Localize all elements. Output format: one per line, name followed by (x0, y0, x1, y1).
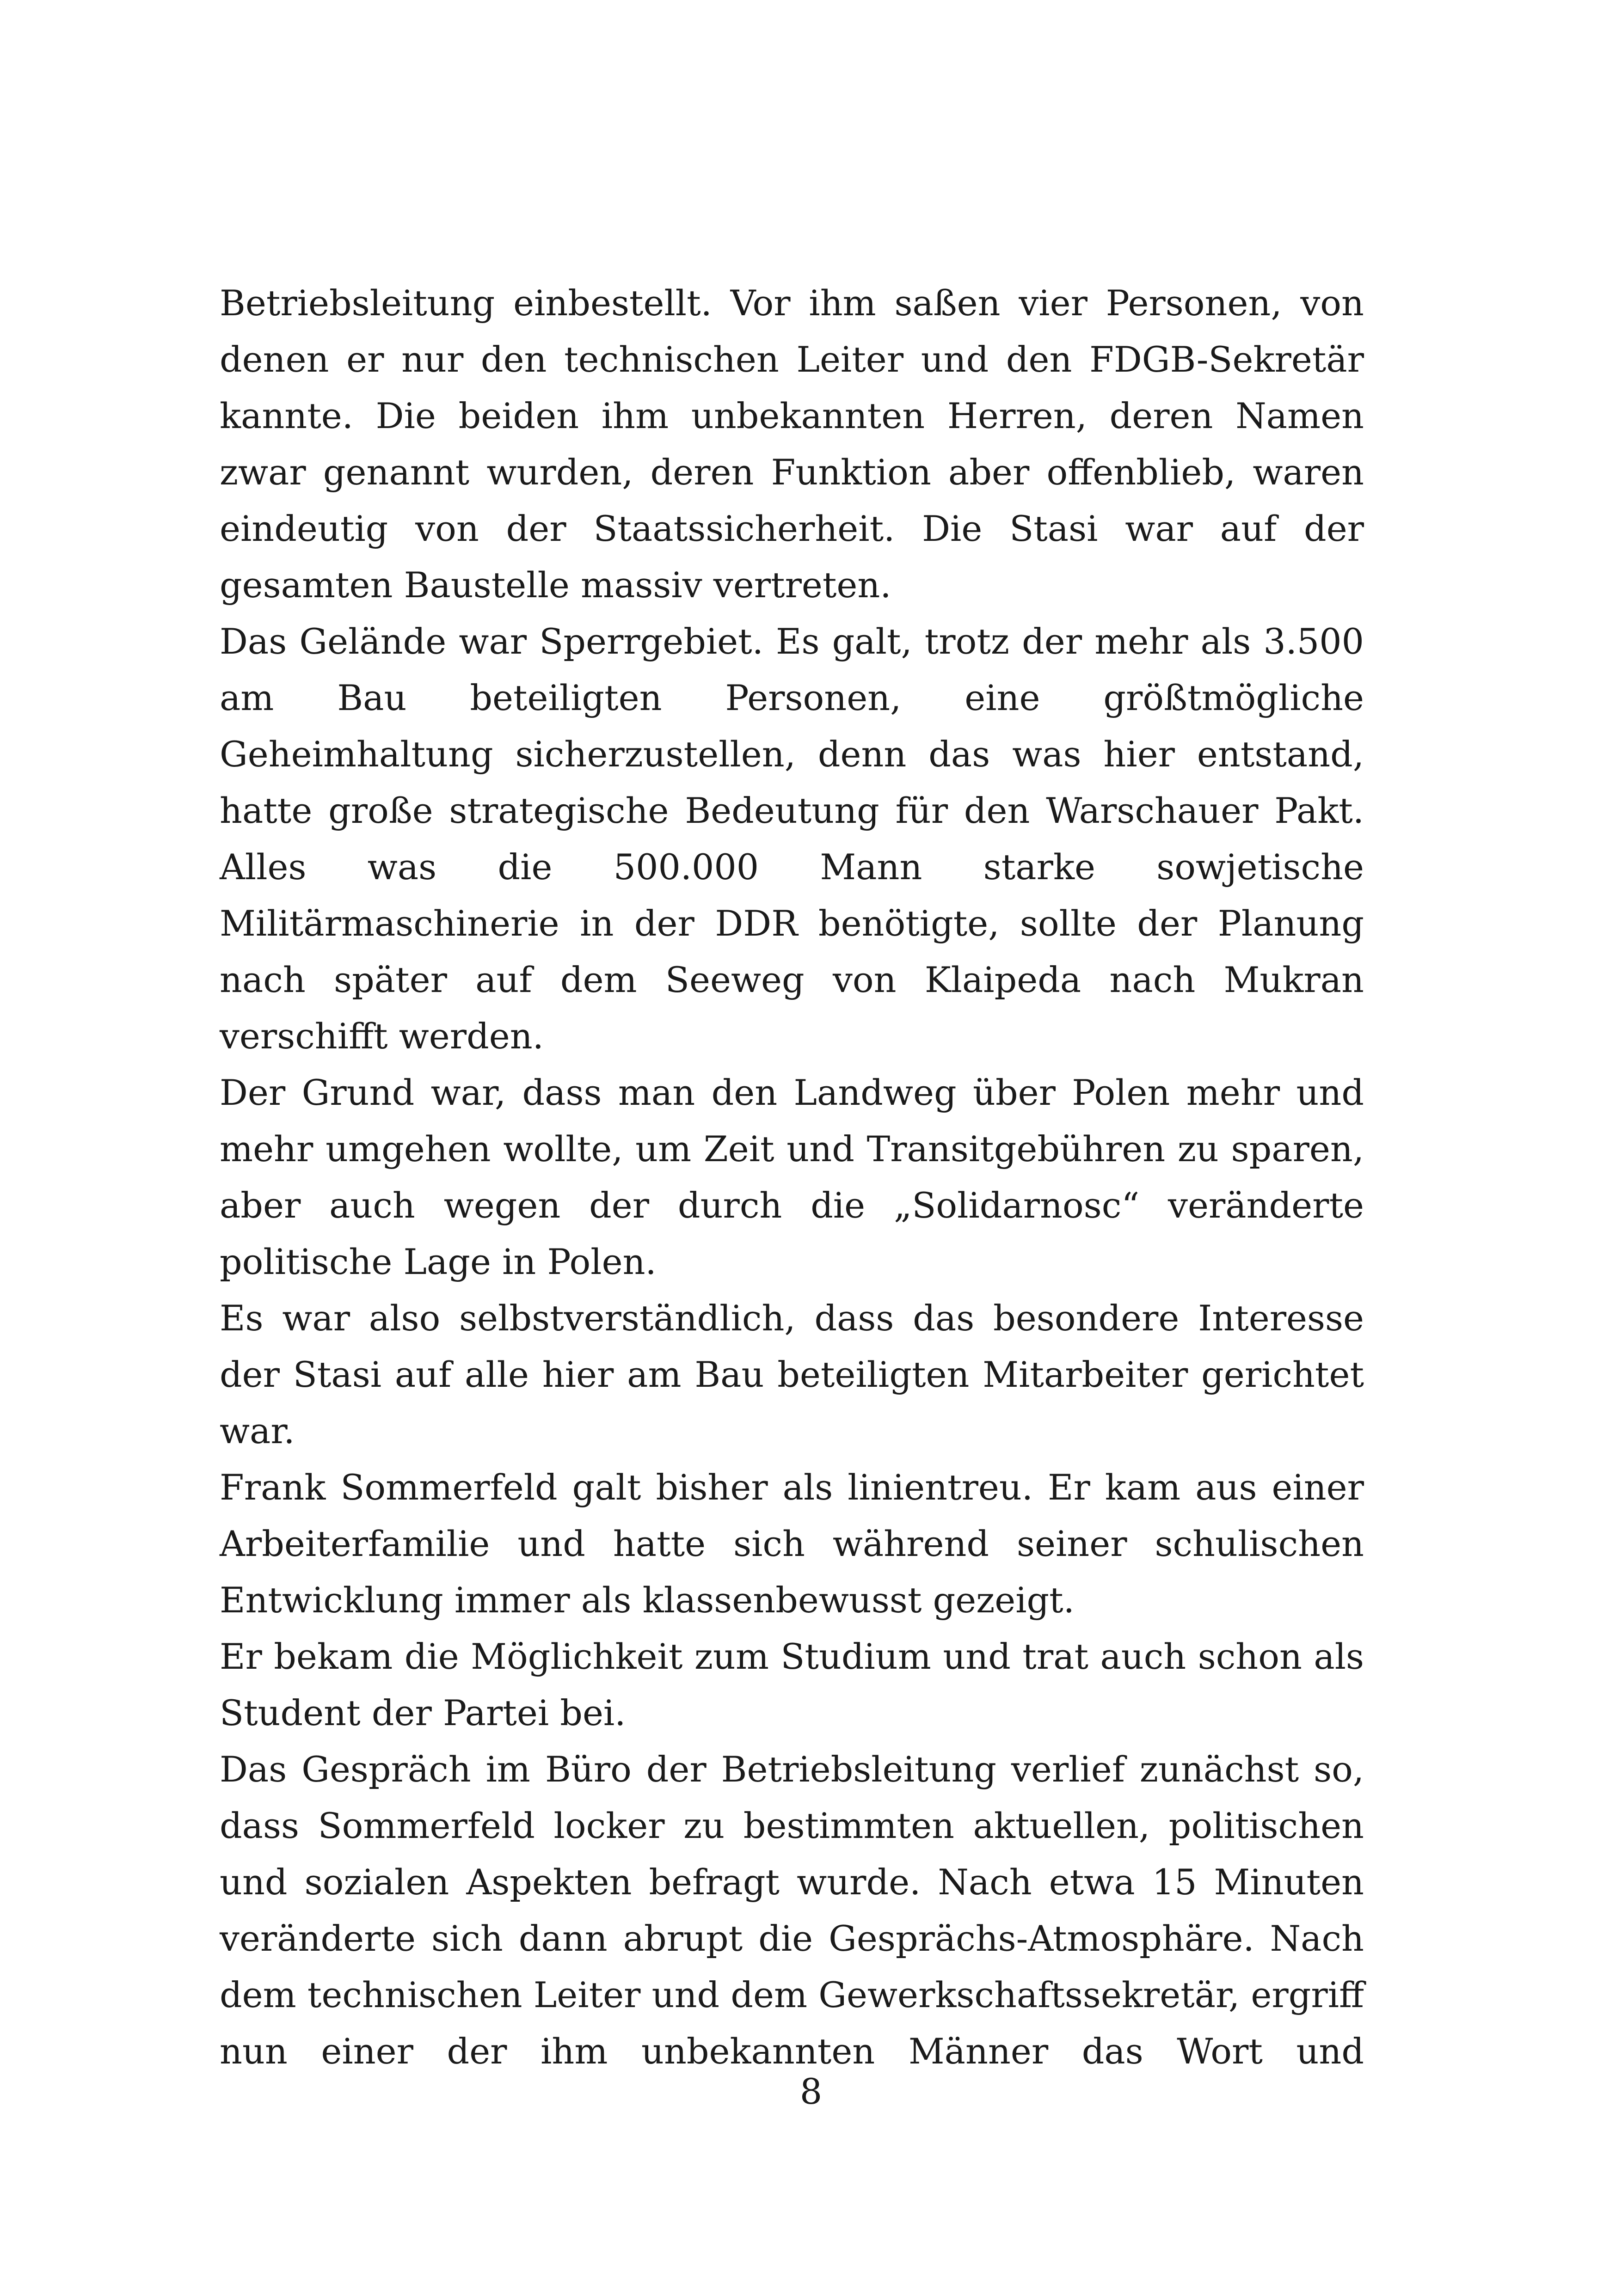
body-text (220, 275, 1364, 2080)
paragraph-4: Es war also selbstverständlich, dass das besondere Interesse der Stasi auf alle hier am Bau beteiligten Mitarbeiter gerichtet war. (220, 1298, 1364, 1451)
page-number: 8 (799, 2071, 823, 2112)
paragraph-3: Der Grund war, dass man den Landweg über Polen mehr und mehr umgehen wollte, um Zeit und Transitgebühren zu sparen, aber auch wegen der durch die „Solidarnosc“ veränderte politische Lage in Polen. (220, 1072, 1364, 1282)
paragraph-1: Betriebsleitung einbestellt. Vor ihm saßen vier Personen, von denen er nur den technischen Leiter und den FDGB-Sekretär kannte. Die beiden ihm unbekannten Herren, deren Namen zwar genannt wurden, deren Funktion aber offenblieb, waren eindeutig von der Staatssicherheit. Die Stasi war auf der gesamten Baustelle massiv vertreten. (220, 282, 1364, 606)
paragraph-6: Er bekam die Möglichkeit zum Studium und trat auch schon als Student der Partei bei. (220, 1636, 1364, 1733)
paragraph-2: Das Gelände war Sperrgebiet. Es galt, trotz der mehr als 3.500 am Bau beteiligten Personen, eine größtmögliche Geheimhaltung sicherzustellen, denn das was hier entstand, hatte große strategische Bedeutung für den Warschauer Pakt. Alles was die 500.000 Mann starke sowjetische Militärmaschinerie in der DDR benötigte, sollte der Planung nach später auf dem Seeweg von Klaipeda nach Mukran verschifft werden. (220, 621, 1364, 1057)
paragraph-7: Das Gespräch im Büro der Betriebsleitung verlief zunächst so, dass Sommerfeld locker zu bestimmten aktuellen, politischen und sozialen Aspekten befragt wurde. Nach etwa 15 Minuten veränderte sich dann abrupt die Gesprächs-Atmosphäre. Nach dem technischen Leiter und dem Gewerkschaftssekretär, ergriff nun einer der ihm unbekannten Männer das Wort und (220, 1749, 1364, 2072)
paragraph-5: Frank Sommerfeld galt bisher als linientreu. Er kam aus einer Arbeiterfamilie und hatte sich während seiner schulischen Entwicklung immer als klassenbewusst gezeigt. (220, 1467, 1364, 1621)
